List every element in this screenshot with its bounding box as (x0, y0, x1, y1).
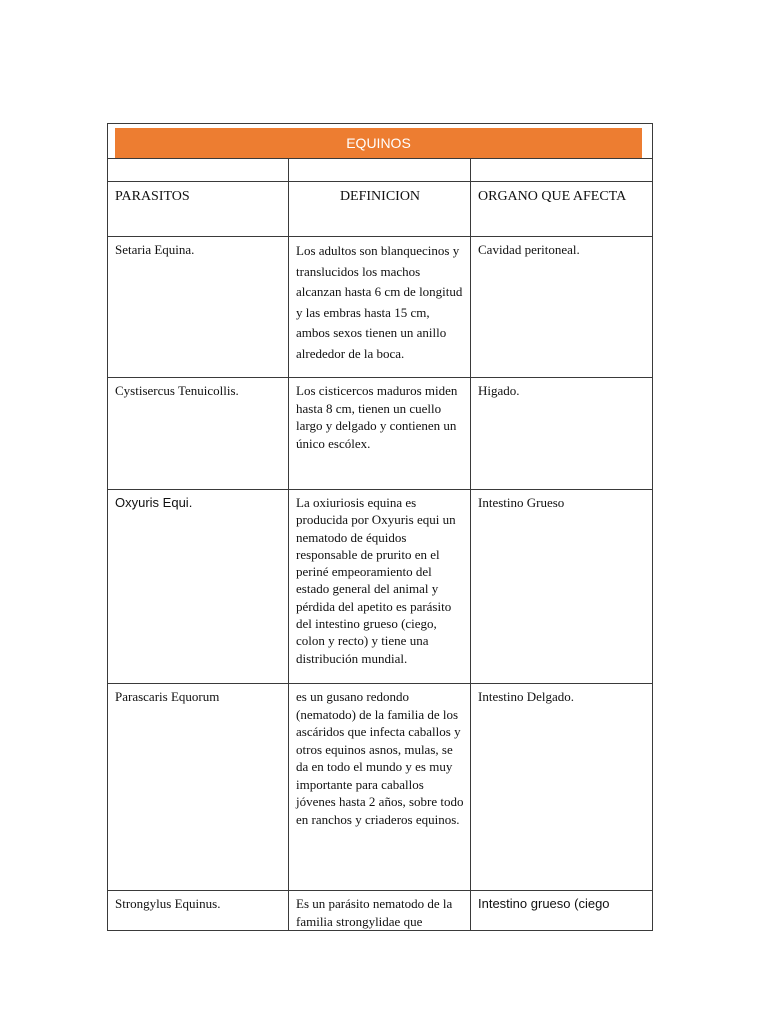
parasite-name: Cystisercus Tenuicollis. (108, 378, 289, 490)
empty-cell (471, 159, 653, 182)
empty-cell (289, 159, 471, 182)
title-cell (108, 124, 653, 159)
table-row (108, 684, 653, 891)
affected-organ: Cavidad peritoneal. (471, 237, 653, 378)
parasite-definition: es un gusano redondo (nematodo) de la familia de los ascáridos que infecta caballos y otros equinos asnos, mulas, se da en todo el mundo y es muy importante para caballos jóvenes hasta 2 años, sobre todo en ranchos y criaderos equinos. (289, 684, 471, 891)
parasite-name: Strongylus Equinus. (108, 891, 289, 931)
parasites-table (107, 123, 653, 931)
parasite-name: Setaria Equina. (108, 237, 289, 378)
affected-organ: Higado. (471, 378, 653, 490)
affected-organ: Intestino Delgado. (471, 684, 653, 891)
table-title: EQUINOS (115, 128, 642, 158)
parasite-name: Oxyuris Equi. (108, 490, 289, 684)
spacer-row (108, 159, 653, 182)
title-row (108, 124, 653, 159)
table-row (108, 378, 653, 490)
parasite-definition: Los adultos son blanquecinos y translucidos los machos alcanzan hasta 6 cm de longitud y las embras hasta 15 cm, ambos sexos tienen un anillo alrededor de la boca. (289, 237, 471, 378)
table-row (108, 490, 653, 684)
header-parasitos: PARASITOS (108, 182, 289, 237)
header-organo: ORGANO QUE AFECTA (471, 182, 653, 237)
header-definicion: DEFINICION (289, 182, 471, 237)
parasite-definition: Es un parásito nematodo de la familia strongylidae que (289, 891, 471, 931)
empty-cell (108, 159, 289, 182)
header-row (108, 182, 653, 237)
affected-organ: Intestino grueso (ciego (471, 891, 653, 931)
table-row (108, 891, 653, 931)
parasite-name: Parascaris Equorum (108, 684, 289, 891)
parasite-definition: Los cisticercos maduros miden hasta 8 cm, tienen un cuello largo y delgado y contienen un único escólex. (289, 378, 471, 490)
parasite-definition: La oxiuriosis equina es producida por Oxyuris equi un nematodo de équidos responsable de prurito en el periné empeoramiento del estado general del animal y pérdida del apetito es parásito del intestino grueso (ciego, colon y recto) y tiene una distribución mundial. (289, 490, 471, 684)
table-row (108, 237, 653, 378)
affected-organ: Intestino Grueso (471, 490, 653, 684)
